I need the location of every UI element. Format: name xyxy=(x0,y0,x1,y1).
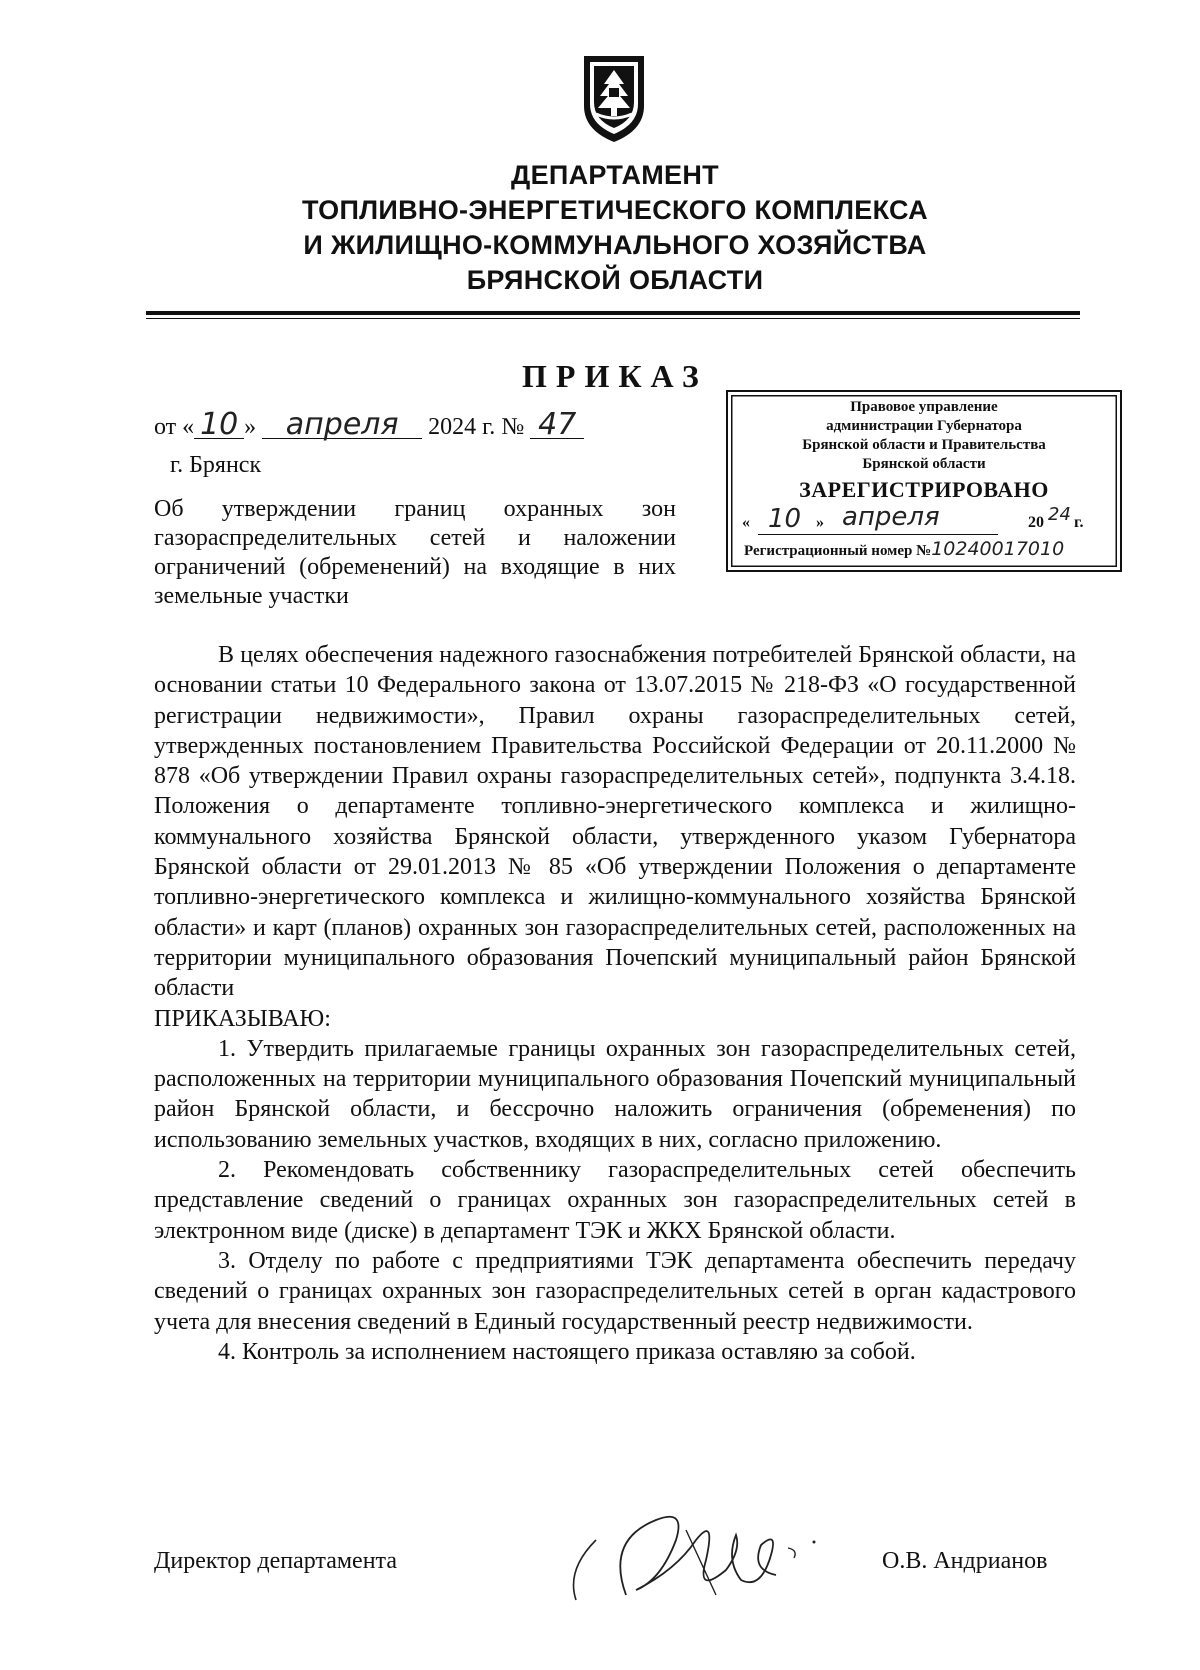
signatory-name: О.В. Андрианов xyxy=(882,1548,1048,1574)
stamp-line: администрации Губернатора xyxy=(826,418,1022,434)
order-number: 47 xyxy=(530,412,584,439)
department-line: ДЕПАРТАМЕНТ xyxy=(511,160,719,190)
order-item: 3. Отделу по работе с предприятиями ТЭК департамента обеспечить передачу сведений о границах охранных зон газораспределительных сетей в орган кадастрового учета для внесения сведений в Единый государственный реестр недвижимости. xyxy=(154,1247,1076,1335)
order-subject: Об утверждении границ охранных зон газораспределительных сетей и наложении ограничений (обременений) на входящие в них земельные участки xyxy=(154,496,676,609)
city: г. Брянск xyxy=(170,452,262,478)
order-year: 2024 г. xyxy=(428,414,496,440)
date-prefix: от « xyxy=(154,414,195,440)
coat-of-arms-icon xyxy=(582,54,646,144)
order-item: 2. Рекомендовать собственнику газораспределительных сетей обеспечить представление сведений о границах охранных зон газораспределительных сетей в электронном виде (диске) в департамент ТЭК и ЖКХ Брянской области. xyxy=(154,1157,1076,1244)
order-word: ПРИКАЗЫВАЮ: xyxy=(154,1005,331,1032)
stamp-year-suffix: 24 xyxy=(1048,504,1071,525)
stamp-reg-row xyxy=(728,538,1120,560)
stamp-month: апреля xyxy=(842,502,940,532)
signatory-position: Директор департамента xyxy=(154,1548,397,1574)
stamp-reg-number: 10240017010 xyxy=(931,538,1065,560)
order-item: 4. Контроль за исполнением настоящего приказа оставляю за собой. xyxy=(218,1338,916,1365)
stamp-reg-label: Регистрационный номер № xyxy=(744,543,932,559)
registration-stamp xyxy=(726,390,1122,572)
order-day: 10 xyxy=(194,412,244,439)
date-mid: » xyxy=(244,414,257,440)
number-label: № xyxy=(501,414,525,440)
department-line: И ЖИЛИЩНО-КОММУНАЛЬНОГО ХОЗЯЙСТВА xyxy=(303,230,927,260)
order-item: 1. Утвердить прилагаемые границы охранных зон газораспределительных сетей, расположенных на территории муниципального образования Почепский муниципальный район Брянской области, и бессрочно наложить ограничения (обременения) по использованию земельных участков, входящих в них, согласно приложению. xyxy=(154,1035,1076,1153)
stamp-registered: ЗАРЕГИСТРИРОВАНО xyxy=(799,477,1049,502)
handwritten-signature xyxy=(566,1500,836,1610)
header-rule-thick xyxy=(146,311,1080,315)
stamp-line: Брянской области xyxy=(862,456,986,472)
stamp-year-end: г. xyxy=(1074,514,1084,531)
date-line xyxy=(154,407,584,442)
document-title: ПРИКАЗ xyxy=(522,358,708,394)
stamp-date: « 10 » апреля 20 24 г. xyxy=(742,502,1084,534)
order-month: апреля xyxy=(262,412,422,439)
order-body xyxy=(154,640,1076,1367)
stamp-year-prefix: 20 xyxy=(1028,514,1044,531)
department-line: БРЯНСКОЙ ОБЛАСТИ xyxy=(466,265,764,295)
stamp-line: Брянской области и Правительства xyxy=(802,437,1046,453)
department-header xyxy=(150,158,1080,298)
department-line: ТОПЛИВНО-ЭНЕРГЕТИЧЕСКОГО КОМПЛЕКСА xyxy=(302,195,928,225)
header-rule-thin xyxy=(146,318,1080,319)
preamble: В целях обеспечения надежного газоснабжения потребителей Брянской области, на основании статьи 10 Федерального закона от 13.07.2015 № 218-ФЗ «О государственной регистрации недвижимости», Правил охраны газораспределительных сетей, утвержденных постановлением Правительства Российской Федерации от 20.11.2000 № 878 «Об утверждении Правил охраны газораспределительных сетей», подпункта 3.4.18. Положения о департаменте топливно-энергетического комплекса и жилищно-коммунального хозяйства Брянской области, утвержденного указом Губернатора Брянской области от 29.01.2013 № 85 «Об утверждении Положения о департаменте топливно-энергетического комплекса и жилищно-коммунального хозяйства Брянской области» и карт (планов) охранных зон газораспределительных сетей, расположенных на территории муниципального образования Почепский муниципальный район Брянской области xyxy=(154,642,1076,1002)
stamp-day: 10 xyxy=(768,504,802,534)
stamp-line: Правовое управление xyxy=(850,399,998,415)
